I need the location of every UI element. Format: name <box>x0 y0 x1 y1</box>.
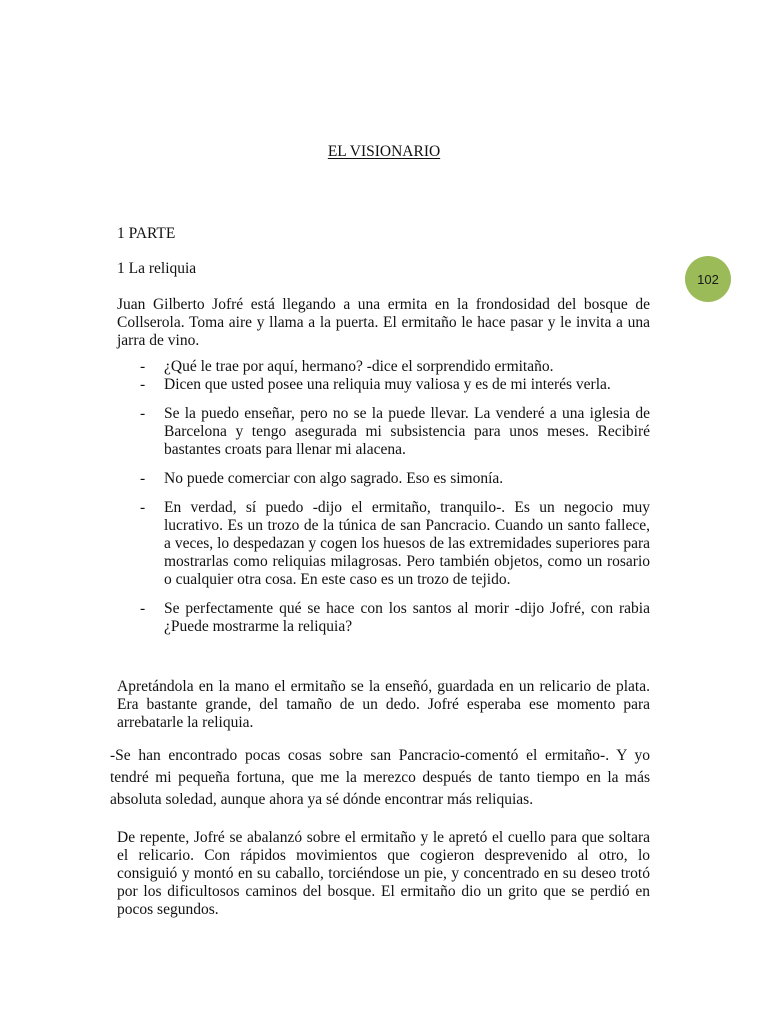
chapter-heading: 1 La reliquia <box>117 260 197 277</box>
dialog-text: No puede comerciar con algo sagrado. Eso es simonía. <box>164 470 504 487</box>
paragraph-hermit-speech: -Se han encontrado pocas cosas sobre san Pancracio-comentó el ermitaño-. Y yo tendré mi pequeña fortuna, que me la merezco después de tanto tiempo en la más absoluta soledad, aunque ahora ya sé dónde encontrar más reliquias. <box>110 747 650 808</box>
dialog-line <box>138 600 650 636</box>
document-title: EL VISIONARIO <box>327 143 441 160</box>
dialog-line <box>138 358 650 376</box>
dialog-dash: - <box>140 358 146 375</box>
dialog-dash: - <box>140 470 146 487</box>
paragraph-theft: De repente, Jofré se abalanzó sobre el ermitaño y le apretó el cuello para que soltara el relicario. Con rápidos movimientos que cogieron desprevenido al otro, lo consiguió y montó en su caballo, torciéndose un pie, y concentrado en su deseo trotó por los dificultosos caminos del bosque. El ermitaño dio un grito que se perdió en pocos segundos. <box>117 829 650 918</box>
page-number-badge: 102 <box>685 256 731 302</box>
dialog-dash: - <box>140 600 146 617</box>
paragraph-reliquary: Apretándola en la mano el ermitaño se la enseñó, guardada en un relicario de plata. Era bastante grande, del tamaño de un dedo. Jofré esperaba ese momento para arrebatarle la reliquia. <box>117 678 650 731</box>
dialog-text: Se la puedo enseñar, pero no se la puede llevar. La venderé a una iglesia de Barcelona y tengo asegurada mi subsistencia para unos meses. Recibiré bastantes croats para llenar mi alacena. <box>164 405 650 458</box>
dialog-dash: - <box>140 376 146 393</box>
dialog-line <box>138 499 650 589</box>
dialog-text: En verdad, sí puedo -dijo el ermitaño, tranquilo-. Es un negocio muy lucrativo. Es un trozo de la túnica de san Pancracio. Cuando un santo fallece, a veces, lo despedazan y cogen los huesos de las extremidades superiores para mostrarlas como reliquias milagrosas. Pero también objetos, como un rosario o cualquier otra cosa. En este caso es un trozo de tejido. <box>164 499 650 588</box>
paragraph-intro: Juan Gilberto Jofré está llegando a una ermita en la frondosidad del bosque de Collserola. Toma aire y llama a la puerta. El ermitaño le hace pasar y le invita a una jarra de vino. <box>117 296 650 349</box>
dialog-line <box>138 470 650 488</box>
dialog-dash: - <box>140 405 146 422</box>
dialog-list <box>138 358 650 636</box>
dialog-text: ¿Qué le trae por aquí, hermano? -dice el sorprendido ermitaño. <box>164 358 554 375</box>
part-heading: 1 PARTE <box>117 225 176 242</box>
dialog-line <box>138 405 650 459</box>
dialog-dash: - <box>140 499 146 516</box>
dialog-text: Dicen que usted posee una reliquia muy valiosa y es de mi interés verla. <box>164 376 611 393</box>
dialog-line <box>138 376 650 394</box>
dialog-text: Se perfectamente qué se hace con los santos al morir -dijo Jofré, con rabia ¿Puede mostrarme la reliquia? <box>164 600 650 635</box>
